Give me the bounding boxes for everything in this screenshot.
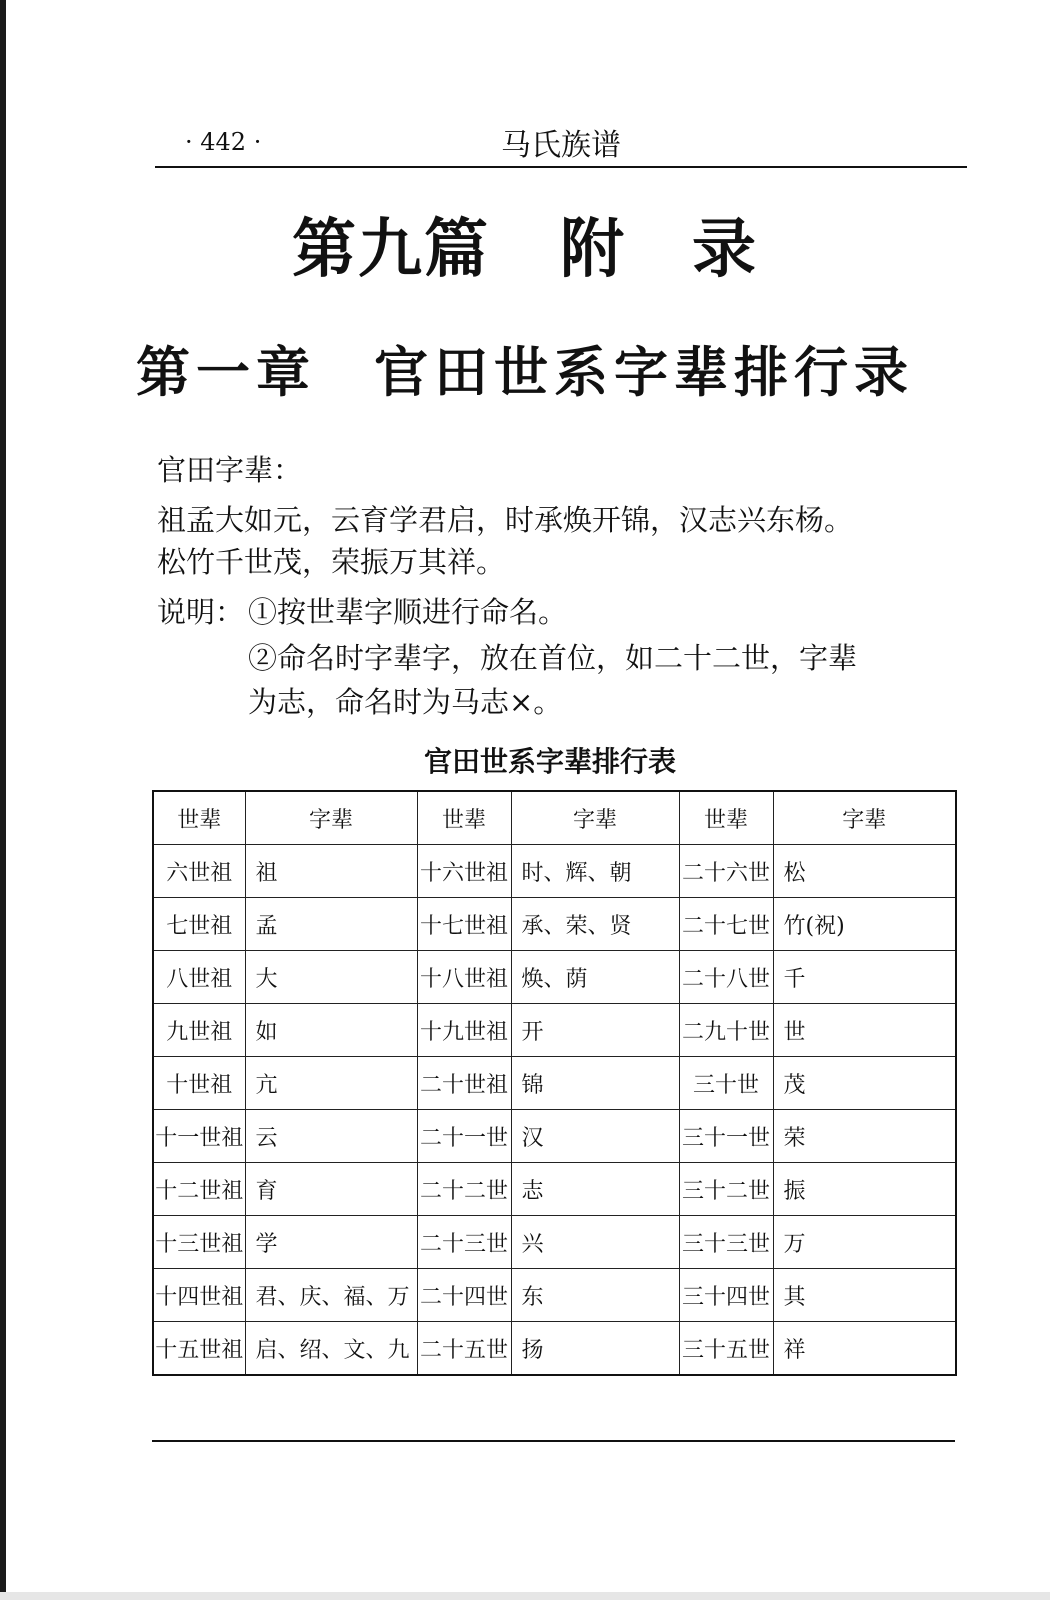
character-cell: 荣 [773, 1110, 956, 1163]
generation-cell: 十一世祖 [153, 1110, 245, 1163]
chapter-name: 官田世系字辈排行录 [374, 341, 914, 404]
table-row [153, 898, 956, 951]
table-row [153, 951, 956, 1004]
generation-cell: 三十四世 [679, 1269, 773, 1322]
table-row [153, 1057, 956, 1110]
note-item-1: ①按世辈字顺进行命名。 [248, 595, 568, 629]
character-cell: 万 [773, 1216, 956, 1269]
table-row [153, 1269, 956, 1322]
intro-label: 官田字辈： [157, 453, 303, 487]
table-body [153, 845, 956, 1376]
generation-cell: 三十二世 [679, 1163, 773, 1216]
table-row [153, 1216, 956, 1269]
character-cell: 世 [773, 1004, 956, 1057]
character-cell: 其 [773, 1269, 956, 1322]
character-cell: 孟 [245, 898, 417, 951]
notes-label: 说明： [157, 595, 245, 629]
scan-bottom-edge [0, 1592, 1050, 1600]
character-cell: 云 [245, 1110, 417, 1163]
table-row [153, 845, 956, 898]
header-rule [155, 166, 967, 168]
part-title [0, 198, 1050, 290]
character-cell: 兴 [511, 1216, 679, 1269]
generation-cell: 六世祖 [153, 845, 245, 898]
header-cell: 世辈 [153, 791, 245, 845]
character-cell: 焕、荫 [511, 951, 679, 1004]
generation-cell: 二十三世 [417, 1216, 511, 1269]
generation-cell: 九世祖 [153, 1004, 245, 1057]
generation-cell: 十八世祖 [417, 951, 511, 1004]
character-cell: 如 [245, 1004, 417, 1057]
generation-cell: 二十六世 [679, 845, 773, 898]
header-cell: 字辈 [773, 791, 956, 845]
generation-cell: 二十八世 [679, 951, 773, 1004]
header-cell: 字辈 [245, 791, 417, 845]
generation-cell: 七世祖 [153, 898, 245, 951]
table-row [153, 1004, 956, 1057]
generation-cell: 二十七世 [679, 898, 773, 951]
character-cell: 大 [245, 951, 417, 1004]
generation-cell: 二十世祖 [417, 1057, 511, 1110]
generation-table [152, 790, 957, 1376]
generation-cell: 三十五世 [679, 1322, 773, 1376]
character-cell: 学 [245, 1216, 417, 1269]
character-cell: 锦 [511, 1057, 679, 1110]
intro-line-2: 松竹千世茂，荣振万其祥。 [157, 545, 506, 579]
character-cell: 汉 [511, 1110, 679, 1163]
chapter-title [0, 330, 1050, 407]
character-cell: 扬 [511, 1322, 679, 1376]
character-cell: 志 [511, 1163, 679, 1216]
character-cell: 东 [511, 1269, 679, 1322]
table-row [153, 1110, 956, 1163]
character-cell: 振 [773, 1163, 956, 1216]
character-cell: 祖 [245, 845, 417, 898]
header-cell: 世辈 [679, 791, 773, 845]
character-cell: 祥 [773, 1322, 956, 1376]
generation-cell: 二十四世 [417, 1269, 511, 1322]
character-cell: 启、绍、文、九 [245, 1322, 417, 1376]
intro-line-1: 祖孟大如元，云育学君启，时承焕开锦，汉志兴东杨。 [157, 503, 854, 537]
running-title: 马氏族谱 [501, 128, 621, 163]
character-cell: 承、荣、贤 [511, 898, 679, 951]
table-header-row [153, 791, 956, 845]
character-cell: 育 [245, 1163, 417, 1216]
character-cell: 千 [773, 951, 956, 1004]
generation-cell: 十四世祖 [153, 1269, 245, 1322]
generation-cell: 十七世祖 [417, 898, 511, 951]
generation-cell: 二十五世 [417, 1322, 511, 1376]
header-cell: 字辈 [511, 791, 679, 845]
table-row [153, 1322, 956, 1376]
character-cell: 松 [773, 845, 956, 898]
generation-cell: 二十二世 [417, 1163, 511, 1216]
generation-cell: 十三世祖 [153, 1216, 245, 1269]
generation-cell: 二九十世 [679, 1004, 773, 1057]
character-cell: 茂 [773, 1057, 956, 1110]
character-cell: 亢 [245, 1057, 417, 1110]
generation-cell: 十六世祖 [417, 845, 511, 898]
generation-cell: 三十世 [679, 1057, 773, 1110]
generation-cell: 十世祖 [153, 1057, 245, 1110]
generation-cell: 三十一世 [679, 1110, 773, 1163]
character-cell: 开 [511, 1004, 679, 1057]
page-header [155, 120, 967, 166]
header-cell: 世辈 [417, 791, 511, 845]
generation-cell: 十二世祖 [153, 1163, 245, 1216]
generation-cell: 三十三世 [679, 1216, 773, 1269]
table-caption: 官田世系字辈排行表 [423, 745, 676, 778]
character-cell: 竹(祝) [773, 898, 956, 951]
note-item-2-line-2: 为志，命名时为马志×。 [248, 685, 563, 719]
page-number: · 442 · [185, 128, 262, 156]
generation-cell: 二十一世 [417, 1110, 511, 1163]
footer-rule [152, 1440, 955, 1442]
part-title-sub: 附 录 [560, 213, 758, 287]
note-item-2-line-1: ②命名时字辈字，放在首位，如二十二世，字辈 [248, 641, 858, 675]
generation-cell: 十九世祖 [417, 1004, 511, 1057]
table-row [153, 1163, 956, 1216]
generation-cell: 八世祖 [153, 951, 245, 1004]
character-cell: 时、辉、朝 [511, 845, 679, 898]
character-cell: 君、庆、福、万 [245, 1269, 417, 1322]
generation-cell: 十五世祖 [153, 1322, 245, 1376]
chapter-number: 第一章 [136, 341, 316, 404]
part-title-main: 第九篇 [292, 213, 490, 287]
